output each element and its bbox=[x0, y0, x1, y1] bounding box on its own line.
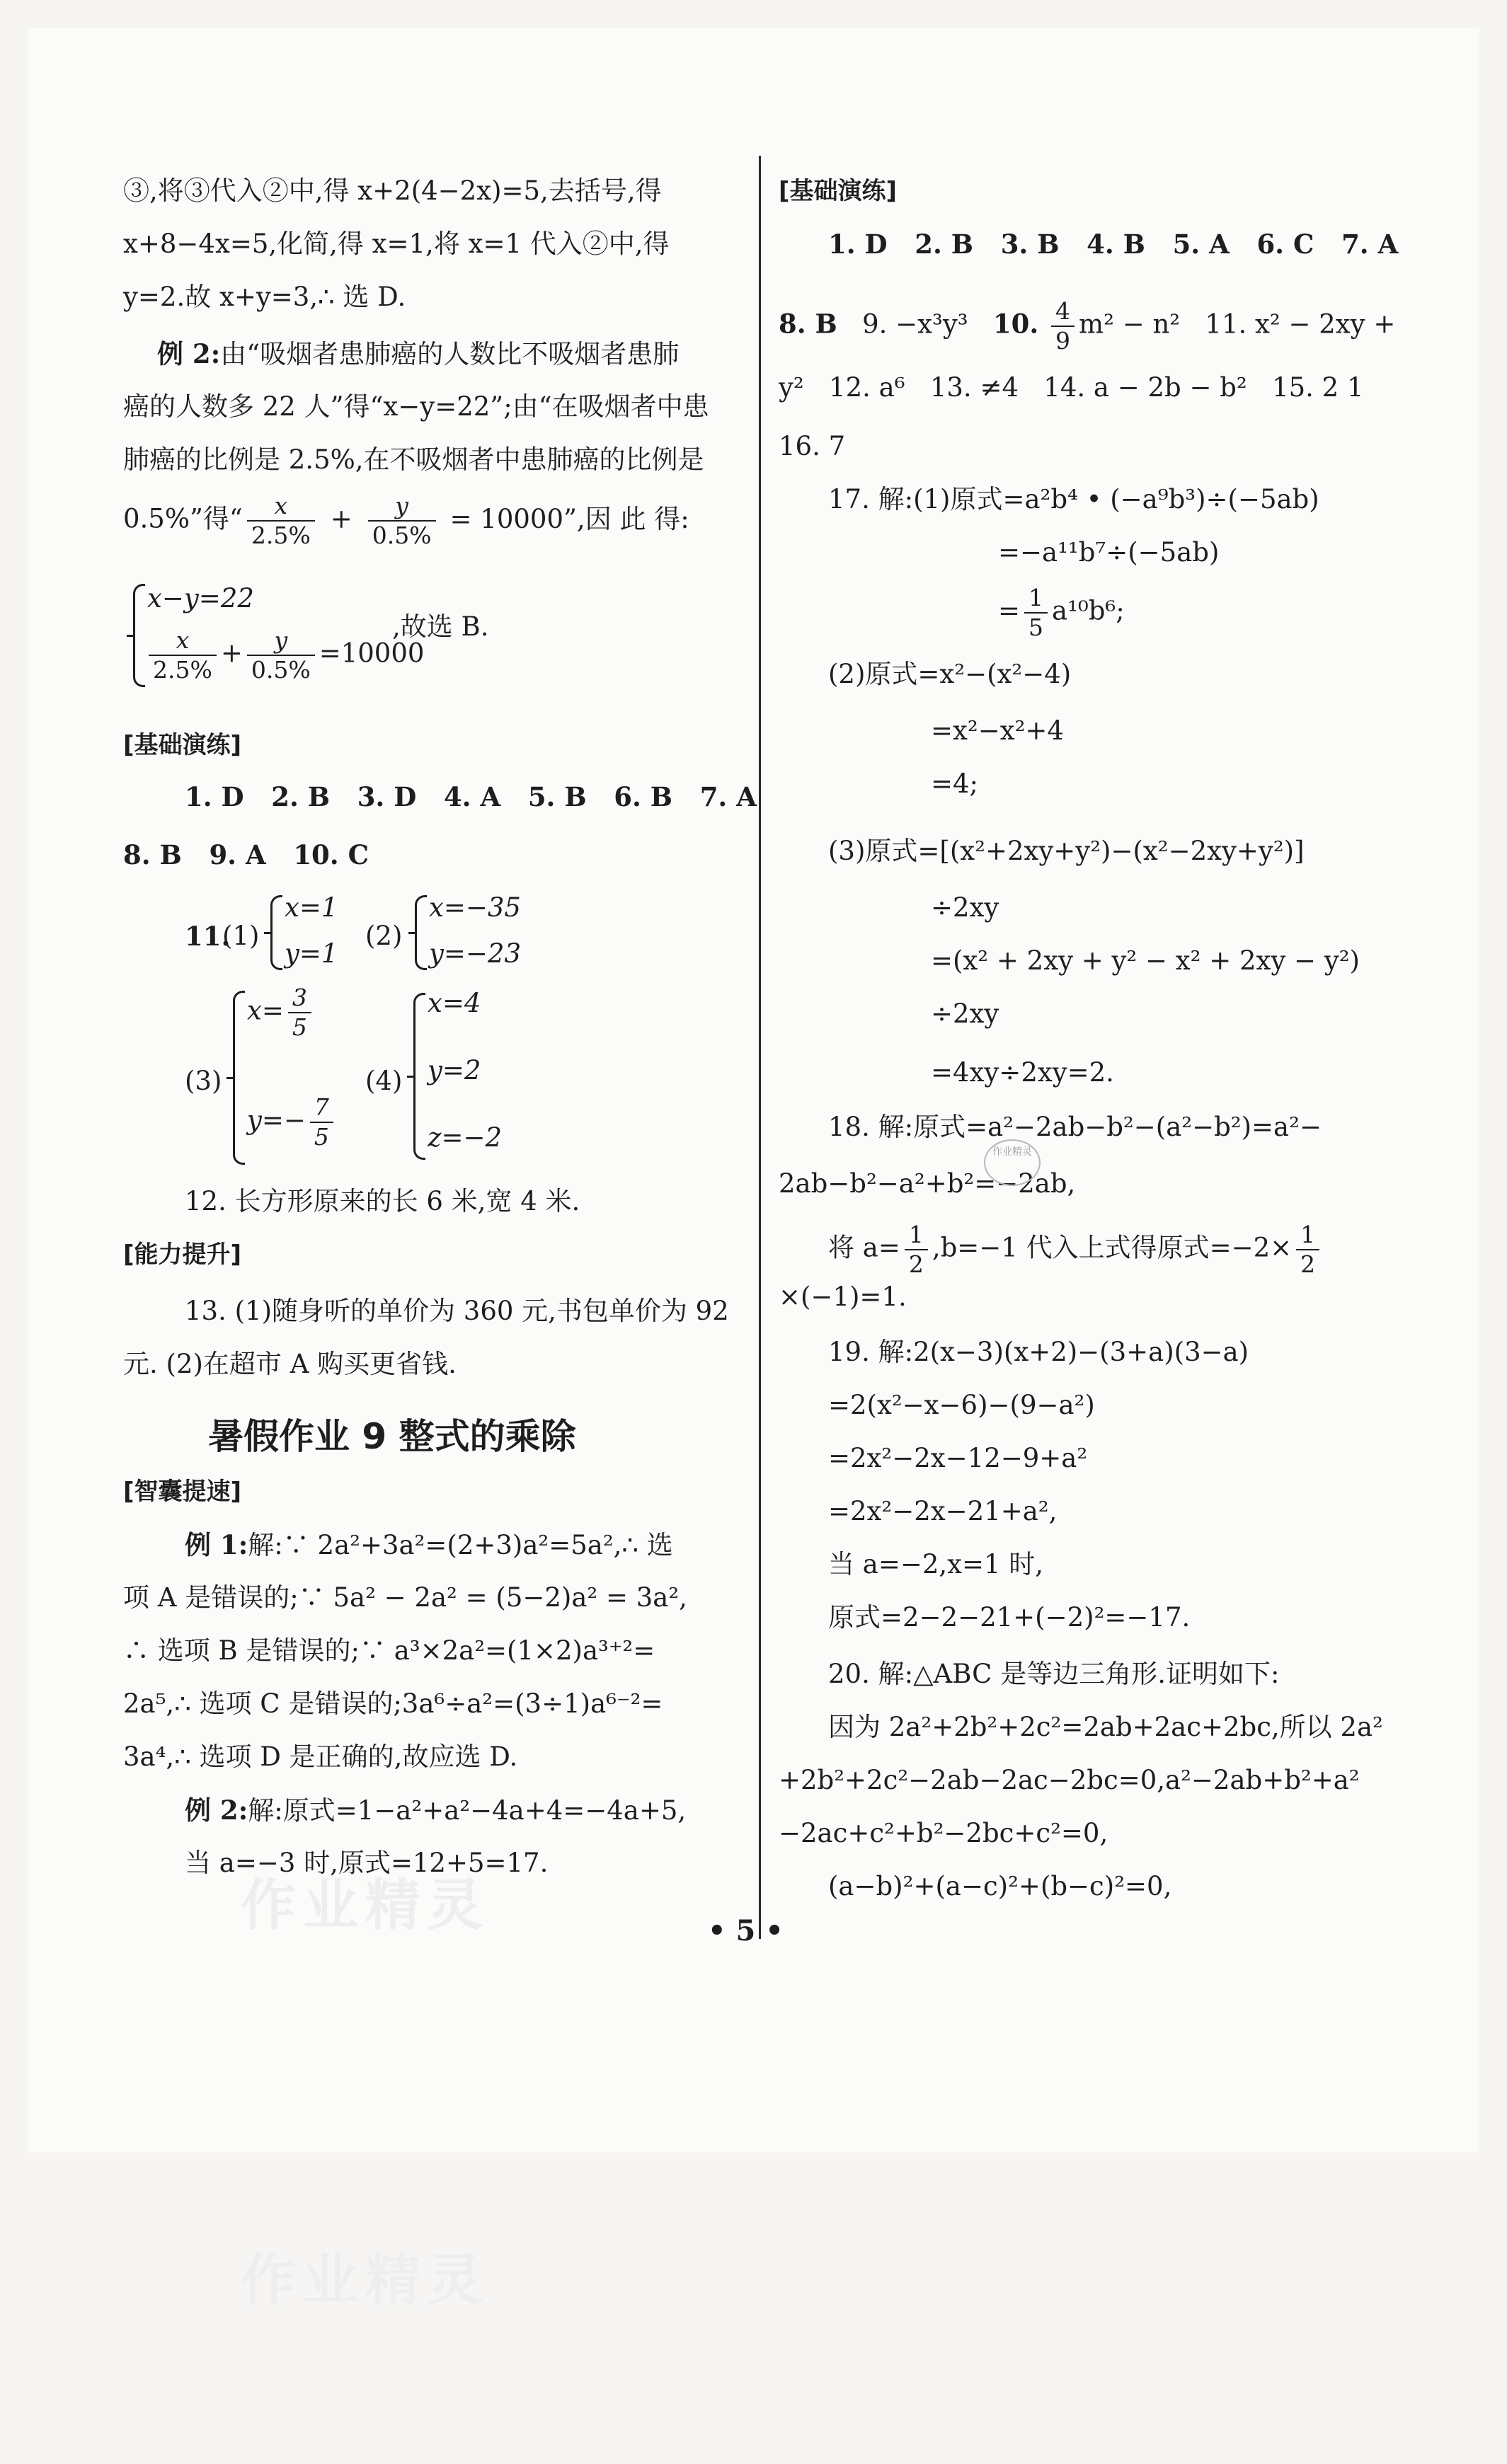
solution-line: =4; bbox=[931, 768, 979, 799]
answer-row: 16. 7 bbox=[779, 431, 846, 461]
fraction-numerator: 1 bbox=[1296, 1221, 1319, 1250]
fraction bbox=[310, 1093, 333, 1151]
chapter-title: 暑假作业 9 整式的乘除 bbox=[208, 1416, 576, 1457]
plus-sign: + bbox=[220, 638, 243, 669]
fraction bbox=[288, 984, 311, 1042]
fraction bbox=[1051, 297, 1075, 355]
fraction-denominator: 2 bbox=[1300, 1250, 1316, 1278]
fraction bbox=[149, 626, 217, 684]
solution-line: ÷2xy bbox=[931, 998, 999, 1029]
solution-line bbox=[828, 1221, 1324, 1279]
answer-item: m² − n² bbox=[1079, 309, 1181, 340]
text-line: 癌的人数多 22 人”得“x−y=22”;由“在吸烟者中患 bbox=[123, 391, 709, 422]
answer-item: 4. A bbox=[443, 781, 501, 812]
fraction-numerator: 3 bbox=[288, 984, 311, 1013]
answer-item: 7. A bbox=[699, 781, 757, 812]
watermark: 作业精灵 bbox=[241, 2249, 491, 2313]
fraction bbox=[905, 1221, 928, 1279]
answer-item: 11. x² − 2xy + bbox=[1205, 309, 1396, 340]
text-span: a¹⁰b⁶; bbox=[1052, 595, 1125, 626]
solution-line: ×(−1)=1. bbox=[779, 1282, 907, 1312]
answer-item: 4. B bbox=[1087, 229, 1145, 260]
text-line: 2a⁵,∴ 选项 C 是错误的;3a⁶÷a²=(3÷1)a⁶⁻²= bbox=[123, 1688, 663, 1719]
text-line: 元. (2)在超市 A 购买更省钱. bbox=[123, 1349, 457, 1379]
watermark: 作业精灵 bbox=[241, 1874, 491, 1938]
solution-line: (3)原式=[(x²+2xy+y²)−(x²−2xy+y²)] bbox=[828, 836, 1305, 866]
fraction-denominator: 2.5% bbox=[251, 522, 311, 549]
example-2b-line bbox=[185, 1794, 686, 1827]
part-label: (4) bbox=[365, 1066, 403, 1096]
equation-brace bbox=[233, 991, 245, 1165]
fraction bbox=[368, 492, 436, 550]
plus-sign: + bbox=[330, 503, 353, 534]
solution-line: 17. 解:(1)原式=a²b⁴ • (−a⁹b³)÷(−5ab) bbox=[828, 484, 1319, 514]
equation-line bbox=[247, 1093, 338, 1151]
text-span: = bbox=[998, 595, 1021, 626]
equation-line bbox=[123, 492, 689, 550]
answer-item: 1. D bbox=[185, 781, 244, 812]
solution-line: 2ab−b²−a²+b²=−2ab, bbox=[779, 1168, 1076, 1199]
solution-line: 19. 解:2(x−3)(x+2)−(3+a)(3−a) bbox=[828, 1337, 1249, 1367]
equation-line: y=1 bbox=[285, 938, 338, 969]
section-title: [智囊提速] bbox=[123, 1478, 242, 1506]
solution-line bbox=[998, 584, 1125, 642]
answer-item: 1. D bbox=[828, 229, 888, 260]
example-2-line bbox=[157, 338, 679, 371]
example-1-line bbox=[185, 1529, 673, 1562]
text-line: ∴ 选项 B 是错误的;∵ a³×2a²=(1×2)a³⁺²= bbox=[123, 1635, 655, 1666]
text-span: = 10000”,因 此 得: bbox=[449, 503, 689, 534]
equation-brace bbox=[133, 584, 145, 687]
text-line: 3a⁴,∴ 选项 D 是正确的,故应选 D. bbox=[123, 1742, 518, 1772]
equation-line: z=−2 bbox=[428, 1122, 503, 1153]
answer-item: 9. A bbox=[209, 839, 266, 870]
answer-item: 12. a⁶ bbox=[829, 372, 905, 403]
text-line: ,故选 B. bbox=[392, 611, 489, 642]
equation-line: x=−35 bbox=[429, 892, 521, 923]
fraction-denominator: 9 bbox=[1055, 327, 1071, 355]
fraction-numerator: y bbox=[368, 492, 436, 522]
answer-item: 6. C bbox=[1256, 229, 1314, 260]
solution-line: =x²−x²+4 bbox=[931, 715, 1064, 746]
text-span: 0.5%”得“ bbox=[123, 503, 243, 534]
section-title: [基础演练] bbox=[779, 177, 898, 205]
fraction-denominator: 2.5% bbox=[153, 656, 212, 684]
answer-item: y² bbox=[779, 372, 804, 403]
answer-item: 10. bbox=[992, 308, 1039, 340]
solution-line: (a−b)²+(a−c)²+(b−c)²=0, bbox=[828, 1871, 1172, 1901]
fraction bbox=[1024, 584, 1048, 642]
text-line: 13. (1)随身听的单价为 360 元,书包单价为 92 bbox=[185, 1296, 729, 1326]
fraction-denominator: 0.5% bbox=[251, 656, 311, 684]
fraction-numerator: 4 bbox=[1051, 297, 1075, 327]
fraction-denominator: 5 bbox=[292, 1013, 307, 1041]
answer-item: 14. a − 2b − b² bbox=[1043, 372, 1247, 403]
equation-brace bbox=[270, 895, 282, 970]
fraction-denominator: 5 bbox=[314, 1123, 329, 1151]
fraction-numerator: x bbox=[247, 492, 315, 522]
answer-row bbox=[779, 372, 1364, 404]
equation-brace bbox=[413, 993, 425, 1160]
answer-item: 5. A bbox=[1172, 229, 1230, 260]
text-line: x+8−4x=5,化简,得 x=1,将 x=1 代入②中,得 bbox=[123, 229, 670, 259]
watermark-stamp: 作业精灵 bbox=[984, 1139, 1041, 1186]
solution-line: =(x² + 2xy + y² − x² + 2xy − y²) bbox=[931, 945, 1360, 976]
solution-line: (2)原式=x²−(x²−4) bbox=[828, 659, 1072, 689]
text-line: 项 A 是错误的;∵ 5a² − 2a² = (5−2)a² = 3a², bbox=[123, 1582, 687, 1613]
page-number: • 5 • bbox=[708, 1914, 784, 1947]
text-span: ,b=−1 代入上式得原式=−2× bbox=[932, 1232, 1293, 1263]
answer-row bbox=[828, 228, 1398, 260]
solution-line: +2b²+2c²−2ab−2ac−2bc=0,a²−2ab+b²+a² bbox=[779, 1765, 1360, 1795]
fraction-denominator: 0.5% bbox=[372, 522, 432, 549]
solution-line: 因为 2a²+2b²+2c²=2ab+2ac+2bc,所以 2a² bbox=[828, 1712, 1383, 1742]
answer-row bbox=[779, 297, 1395, 355]
text-span: 解:∵ 2a²+3a²=(2+3)a²=5a²,∴ 选 bbox=[248, 1530, 673, 1560]
text-line: 肺癌的比例是 2.5%,在不吸烟者中患肺癌的比例是 bbox=[123, 444, 704, 475]
equation-line: x−y=22 bbox=[147, 583, 254, 614]
solution-line: ÷2xy bbox=[931, 892, 999, 923]
solution-line: 18. 解:原式=a²−2ab−b²−(a²−b²)=a²− bbox=[828, 1112, 1322, 1142]
solution-line: =2x²−2x−21+a², bbox=[828, 1496, 1058, 1526]
solution-line: =2x²−2x−12−9+a² bbox=[828, 1443, 1088, 1473]
solution-line: 当 a=−2,x=1 时, bbox=[828, 1549, 1044, 1579]
answer-item: 8. B bbox=[123, 839, 182, 870]
answer-item: 9. −x³y³ bbox=[862, 309, 968, 340]
text-span: x= bbox=[247, 995, 284, 1026]
text-line: 12. 长方形原来的长 6 米,宽 4 米. bbox=[185, 1186, 580, 1216]
answer-item: 10. C bbox=[293, 839, 369, 870]
answer-item: 13. ≠4 bbox=[929, 372, 1019, 403]
equation-line: x=4 bbox=[428, 988, 481, 1018]
fraction bbox=[1296, 1221, 1319, 1279]
text-span: 由“吸烟者患肺癌的人数比不吸烟者患肺 bbox=[220, 339, 680, 369]
question-number: 11. bbox=[185, 921, 231, 952]
solution-line: 原式=2−2−21+(−2)²=−17. bbox=[828, 1602, 1191, 1633]
section-title: [基础演练] bbox=[123, 731, 242, 759]
fraction-numerator: 1 bbox=[1024, 584, 1048, 614]
answer-item: 7. A bbox=[1341, 229, 1399, 260]
equation-line: x=1 bbox=[285, 892, 338, 923]
fraction bbox=[247, 626, 315, 684]
answer-item: 3. B bbox=[1000, 229, 1060, 260]
fraction-numerator: 1 bbox=[905, 1221, 928, 1250]
equation-line bbox=[144, 626, 424, 684]
text-line: ③,将③代入②中,得 x+2(4−2x)=5,去括号,得 bbox=[123, 175, 662, 206]
answer-item: 15. 2 1 bbox=[1272, 372, 1364, 403]
answer-item: 8. B bbox=[779, 308, 837, 340]
solution-line: 20. 解:△ABC 是等边三角形.证明如下: bbox=[828, 1659, 1280, 1689]
example-label: 例 1: bbox=[185, 1529, 248, 1560]
fraction-denominator: 5 bbox=[1028, 614, 1044, 641]
answer-row bbox=[185, 781, 757, 813]
fraction-numerator: y bbox=[247, 626, 315, 656]
equation-line: y=2 bbox=[428, 1055, 481, 1086]
text-span: =10000 bbox=[319, 638, 425, 669]
answer-item: 2. B bbox=[271, 781, 331, 812]
fraction-denominator: 2 bbox=[908, 1250, 924, 1278]
fraction-numerator: x bbox=[149, 626, 217, 656]
answer-item: 6. B bbox=[614, 781, 673, 812]
solution-line: =−a¹¹b⁷÷(−5ab) bbox=[998, 537, 1220, 568]
answer-item: 2. B bbox=[915, 229, 974, 260]
part-label: (1) bbox=[222, 921, 260, 951]
text-line: y=2.故 x+y=3,∴ 选 D. bbox=[123, 282, 406, 312]
text-span: y=− bbox=[247, 1105, 306, 1136]
example-label: 例 2: bbox=[185, 1795, 248, 1826]
solution-line: =2(x²−x−6)−(9−a²) bbox=[828, 1390, 1095, 1420]
part-label: (3) bbox=[185, 1066, 222, 1096]
answer-row bbox=[123, 839, 369, 871]
example-label: 例 2: bbox=[157, 338, 221, 369]
answer-item: 5. B bbox=[527, 781, 587, 812]
equation-brace bbox=[415, 895, 427, 970]
equation-line bbox=[247, 984, 316, 1042]
equation-line: y=−23 bbox=[429, 938, 521, 969]
solution-line: =4xy÷2xy=2. bbox=[931, 1057, 1114, 1088]
part-label: (2) bbox=[365, 921, 403, 951]
section-title: [能力提升] bbox=[123, 1240, 242, 1269]
text-line: 当 a=−3 时,原式=12+5=17. bbox=[185, 1848, 549, 1878]
answer-item: 3. D bbox=[357, 781, 417, 812]
solution-line: −2ac+c²+b²−2bc+c²=0, bbox=[779, 1818, 1108, 1848]
fraction bbox=[247, 492, 315, 550]
text-span: 解:原式=1−a²+a²−4a+4=−4a+5, bbox=[248, 1795, 687, 1826]
column-divider bbox=[759, 156, 761, 1939]
text-span: 将 a= bbox=[828, 1232, 900, 1263]
fraction-numerator: 7 bbox=[310, 1093, 333, 1123]
